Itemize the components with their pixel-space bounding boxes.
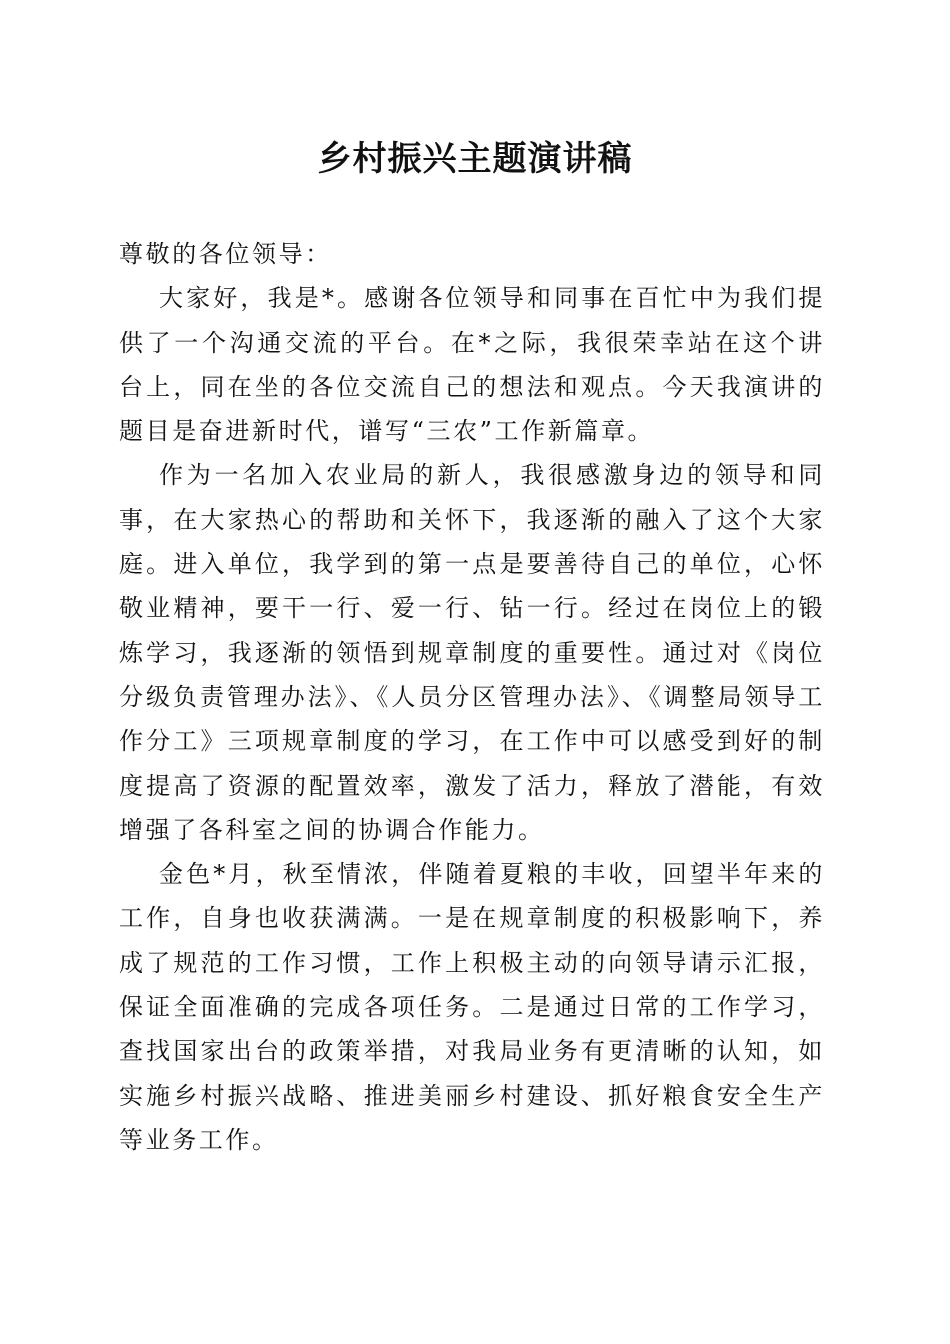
- paragraph-1: 大家好，我是*。感谢各位领导和同事在百忙中为我们提供了一个沟通交流的平台。在*之际，我很荣幸站在这个讲台上，同在坐的各位交流自己的想法和观点。今天我演讲的题目是奋进新时代，谱写“三农”工作新篇章。: [119, 284, 825, 446]
- document-title: 乡村振兴主题演讲稿: [317, 139, 633, 179]
- document-body: [119, 232, 825, 1162]
- salutation: 尊敬的各位领导：: [119, 240, 332, 268]
- paragraph-3: 金色*月，秋至情浓，伴随着夏粮的丰收，回望半年来的工作，自身也收获满满。一是在规章制度的积极影响下，养成了规范的工作习惯，工作上积极主动的向领导请示汇报，保证全面准确的完成各项任务。二是通过日常的工作学习，查找国家出台的政策举措，对我局业务有更清晰的认知，如实施乡村振兴战略、推进美丽乡村建设、抓好粮食安全生产等业务工作。: [119, 860, 825, 1154]
- paragraph-2: 作为一名加入农业局的新人，我很感激身边的领导和同事，在大家热心的帮助和关怀下，我逐渐的融入了这个大家庭。进入单位，我学到的第一点是要善待自己的单位，心怀敬业精神，要干一行、爱一行、钻一行。经过在岗位上的锻炼学习，我逐渐的领悟到规章制度的重要性。通过对《岗位分级负责管理办法》、《人员分区管理办法》、《调整局领导工作分工》三项规章制度的学习，在工作中可以感受到好的制度提高了资源的配置效率，激发了活力，释放了潜能，有效增强了各科室之间的协调合作能力。: [119, 461, 825, 844]
